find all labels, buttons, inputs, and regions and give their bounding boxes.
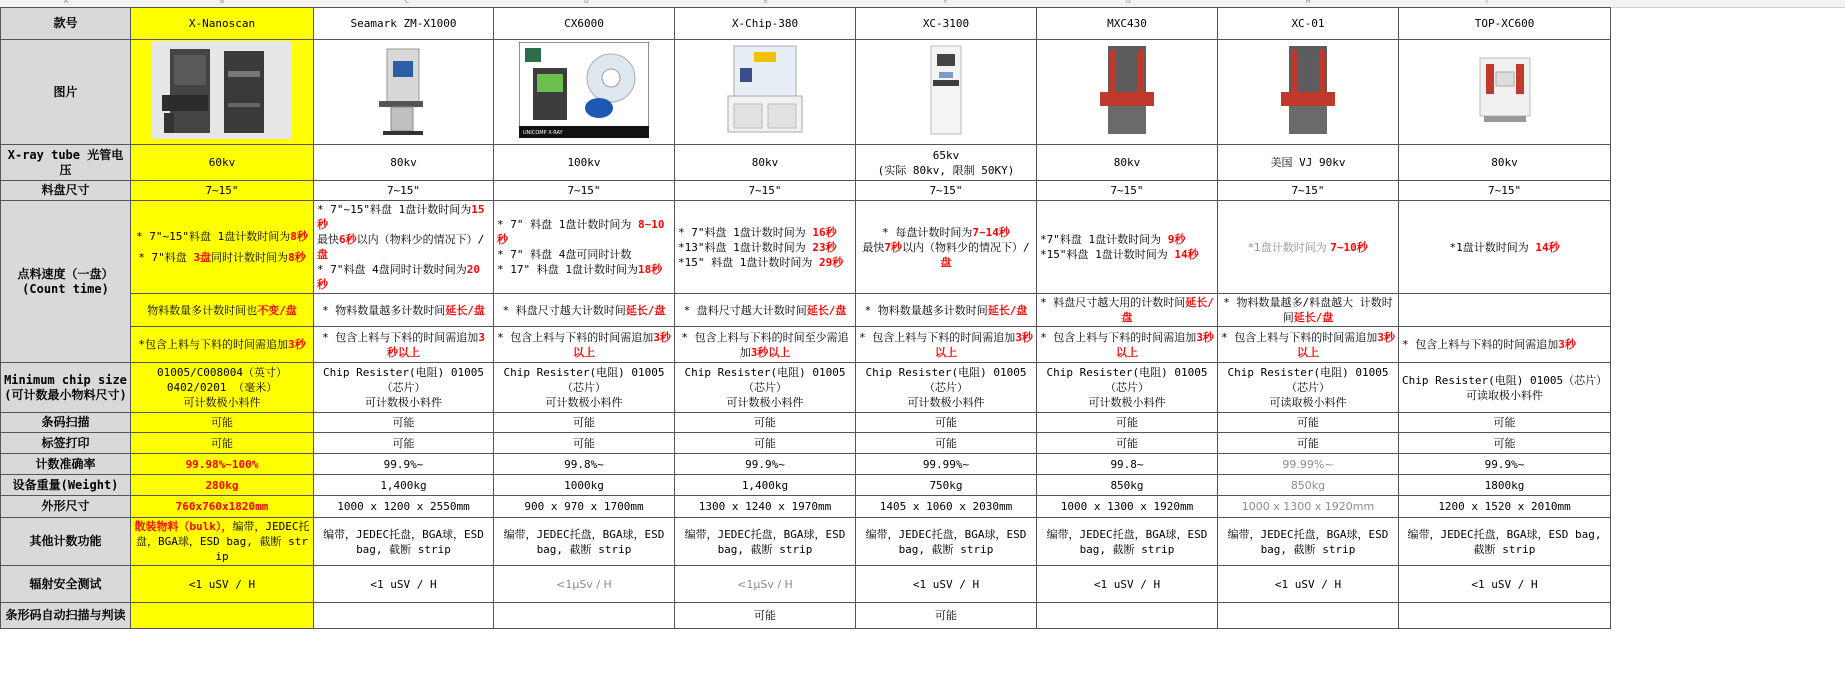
speed-note-cell[interactable] — [1399, 294, 1611, 327]
min-chip-cell[interactable]: Chip Resister(电阻) 01005（芯片） 可计数极小料件 — [1037, 363, 1218, 413]
min-chip-cell[interactable]: Chip Resister(电阻) 01005（芯片） 可计数极小料件 — [494, 363, 675, 413]
x-chip-380-photo — [720, 42, 810, 138]
accuracy-cell[interactable]: 99.9%~ — [675, 454, 856, 475]
dimension-cell[interactable]: 1000 x 1300 x 1920mm — [1218, 496, 1399, 518]
row-image — [1, 40, 1611, 145]
voltage-cell[interactable] — [856, 145, 1037, 181]
row-label-radiation[interactable]: 辐射安全测试 — [1, 566, 131, 603]
speed-note-cell[interactable]: * 物料数量越多/料盘越大 计数时间延长/盘 — [1218, 294, 1399, 327]
dimension-cell[interactable]: 1200 x 1520 x 2010mm — [1399, 496, 1611, 518]
weight-cell[interactable]: 750kg — [856, 475, 1037, 496]
accuracy-cell[interactable]: 99.9%~ — [1399, 454, 1611, 475]
speed-note-cell[interactable]: * 包含上料与下料的时间需追加3秒以上 — [856, 327, 1037, 363]
barcode-cell[interactable]: 可能 — [675, 413, 856, 433]
auto-scan-cell[interactable] — [1037, 603, 1218, 629]
other-cell[interactable]: 编带，JEDEC托盘，BGA球，ESD bag, 截断 strip — [1037, 518, 1218, 566]
voltage-note: (实际 80kv, 限制 50KY) — [877, 163, 1015, 177]
model-cell[interactable]: CX6000 — [494, 8, 675, 40]
voltage-value: 65kv — [932, 148, 960, 162]
accuracy-cell[interactable]: 99.98%~100% — [131, 454, 314, 475]
row-dimension — [1, 496, 1611, 518]
speed-note-cell[interactable]: * 包含上料与下料的时间需追加3秒 — [1399, 327, 1611, 363]
row-speed-2 — [1, 294, 1611, 327]
weight-cell[interactable]: 1000kg — [494, 475, 675, 496]
auto-scan-cell[interactable] — [314, 603, 494, 629]
speed-cell[interactable]: * 7"~15"料盘 1盘计数时间为15秒 最快6秒以内（物料少的情况下）/盘 * 7"料盘 4盘同时计数时间为20秒 — [314, 201, 494, 294]
column-letter[interactable]: B — [220, 0, 225, 5]
radiation-cell[interactable]: <1 uSV / H — [1399, 566, 1611, 603]
auto-scan-cell[interactable] — [1218, 603, 1399, 629]
voltage-cell[interactable]: 美国 VJ 90kv — [1218, 145, 1399, 181]
accuracy-cell[interactable]: 99.9%~ — [314, 454, 494, 475]
row-accuracy — [1, 454, 1611, 475]
row-barcode — [1, 413, 1611, 433]
radiation-cell[interactable]: <1 uSV / H — [1037, 566, 1218, 603]
dimension-cell[interactable]: 1000 x 1200 x 2550mm — [314, 496, 494, 518]
model-cell[interactable]: X-Chip-380 — [675, 8, 856, 40]
label-print-cell[interactable]: 可能 — [131, 433, 314, 454]
speed-note-cell[interactable]: 物料数量多计数时间也不变/盘 — [131, 294, 314, 327]
dimension-cell[interactable]: 1000 x 1300 x 1920mm — [1037, 496, 1218, 518]
other-cell[interactable]: 编带，JEDEC托盘，BGA球，ESD bag, 截断 strip — [314, 518, 494, 566]
reel-size-cell[interactable]: 7~15" — [1037, 181, 1218, 201]
voltage-cell[interactable]: 100kv — [494, 145, 675, 181]
speed-note-cell[interactable]: * 盘料尺寸越大计数时间延长/盘 — [675, 294, 856, 327]
dimension-cell[interactable]: 760x760x1820mm — [131, 496, 314, 518]
reel-size-cell[interactable]: 7~15" — [1218, 181, 1399, 201]
cx6000-logo-text: UNICOMP X-RAY — [523, 130, 563, 136]
speed-note-cell[interactable]: * 包含上料与下料的时间需追加3秒以上 — [314, 327, 494, 363]
row-label-min-chip[interactable] — [1, 363, 131, 413]
row-min-chip — [1, 363, 1611, 413]
model-cell[interactable]: Seamark ZM-X1000 — [314, 8, 494, 40]
barcode-cell[interactable]: 可能 — [1037, 413, 1218, 433]
row-reel-size — [1, 181, 1611, 201]
label-print-cell[interactable]: 可能 — [314, 433, 494, 454]
radiation-cell[interactable]: <1 uSV / H — [314, 566, 494, 603]
row-label-image[interactable]: 图片 — [1, 40, 131, 145]
model-cell[interactable]: XC-01 — [1218, 8, 1399, 40]
dimension-cell[interactable]: 1405 x 1060 x 2030mm — [856, 496, 1037, 518]
speed-note-cell[interactable]: * 物料数量越多计数时间延长/盘 — [314, 294, 494, 327]
image-cell[interactable] — [1218, 40, 1399, 145]
label-print-cell[interactable]: 可能 — [1399, 433, 1611, 454]
speed-note-cell[interactable]: * 包含上料与下料的时间需追加3秒以上 — [494, 327, 675, 363]
column-letter[interactable]: A — [64, 0, 69, 5]
comparison-table — [0, 7, 1611, 629]
min-chip-cell[interactable]: Chip Resister(电阻) 01005（芯片） 可计数极小料件 — [314, 363, 494, 413]
min-chip-label: Minimum chip size — [4, 372, 127, 387]
label-print-cell[interactable]: 可能 — [675, 433, 856, 454]
radiation-cell[interactable]: <1μSv / H — [494, 566, 675, 603]
row-label-auto-scan[interactable]: 条形码自动扫描与判读 — [1, 603, 131, 629]
image-cell[interactable] — [675, 40, 856, 145]
row-other-functions — [1, 518, 1611, 566]
barcode-cell[interactable]: 可能 — [1399, 413, 1611, 433]
auto-scan-cell[interactable]: 可能 — [856, 603, 1037, 629]
barcode-cell[interactable]: 可能 — [856, 413, 1037, 433]
auto-scan-cell[interactable] — [131, 603, 314, 629]
weight-cell[interactable]: 1,400kg — [314, 475, 494, 496]
radiation-cell[interactable]: <1 uSV / H — [131, 566, 314, 603]
row-speed-3 — [1, 327, 1611, 363]
speed-cell[interactable]: *1盘计数时间为 14秒 — [1399, 201, 1611, 294]
reel-size-cell[interactable]: 7~15" — [131, 181, 314, 201]
min-chip-cell[interactable]: Chip Resister(电阻) 01005（芯片） 可读取极小料件 — [1399, 363, 1611, 413]
accuracy-cell[interactable]: 99.99%~ — [1218, 454, 1399, 475]
image-cell[interactable] — [1399, 40, 1611, 145]
barcode-cell[interactable]: 可能 — [1218, 413, 1399, 433]
speed-cell[interactable]: *1盘计数时间为 7~10秒 — [1218, 201, 1399, 294]
reel-size-cell[interactable]: 7~15" — [314, 181, 494, 201]
xc-3100-photo — [921, 42, 971, 138]
label-print-cell[interactable]: 可能 — [1037, 433, 1218, 454]
speed-label-en: (Count time) — [22, 281, 109, 296]
model-cell[interactable]: X-Nanoscan — [131, 8, 314, 40]
cx6000-photo — [519, 42, 649, 138]
other-cell[interactable]: 编带，JEDEC托盘，BGA球，ESD bag, 截断 strip — [675, 518, 856, 566]
voltage-cell[interactable]: 60kv — [131, 145, 314, 181]
row-auto-scan — [1, 603, 1611, 629]
speed-cell[interactable]: * 7"~15"料盘 1盘计数时间为8秒 * 7"料盘 3盘同时计数时间为8秒 — [131, 201, 314, 294]
speed-cell[interactable]: * 7"料盘 1盘计数时间为 16秒 *13"料盘 1盘计数时间为 23秒 *15" 料盘 1盘计数时间为 29秒 — [675, 201, 856, 294]
model-cell[interactable]: TOP-XC600 — [1399, 8, 1611, 40]
other-cell[interactable]: 编带，JEDEC托盘，BGA球，ESD bag, 截断 strip — [494, 518, 675, 566]
column-letter[interactable]: I — [1486, 0, 1488, 5]
mxc430-photo — [1092, 42, 1162, 138]
row-label-reel-size[interactable]: 料盘尺寸 — [1, 181, 131, 201]
row-label-dimension[interactable]: 外形尺寸 — [1, 496, 131, 518]
row-label-barcode[interactable]: 条码扫描 — [1, 413, 131, 433]
row-voltage — [1, 145, 1611, 181]
barcode-cell[interactable]: 可能 — [131, 413, 314, 433]
reel-size-cell[interactable]: 7~15" — [1399, 181, 1611, 201]
row-label-print — [1, 433, 1611, 454]
image-cell[interactable] — [131, 40, 314, 145]
accuracy-cell[interactable]: 99.99%~ — [856, 454, 1037, 475]
barcode-cell[interactable]: 可能 — [314, 413, 494, 433]
row-label-accuracy[interactable]: 计数准确率 — [1, 454, 131, 475]
min-chip-cell[interactable]: Chip Resister(电阻) 01005（芯片） 可计数极小料件 — [856, 363, 1037, 413]
image-cell[interactable] — [856, 40, 1037, 145]
row-label-weight[interactable]: 设备重量(Weight) — [1, 475, 131, 496]
speed-cell[interactable]: * 7" 料盘 1盘计数时间为 8~10秒 * 7" 料盘 4盘可同时计数 * 17" 料盘 1盘计数时间为18秒 — [494, 201, 675, 294]
other-cell[interactable]: 散装物料（bulk），编带，JEDEC托盘，BGA球，ESD bag, 截断 strip — [131, 518, 314, 566]
row-radiation — [1, 566, 1611, 603]
auto-scan-cell[interactable] — [1399, 603, 1611, 629]
reel-size-cell[interactable]: 7~15" — [675, 181, 856, 201]
label-print-cell[interactable]: 可能 — [856, 433, 1037, 454]
accuracy-cell[interactable]: 99.8~ — [1037, 454, 1218, 475]
other-cell[interactable]: 编带，JEDEC托盘，BGA球，ESD bag, 截断 strip — [1218, 518, 1399, 566]
speed-note-cell[interactable]: * 包含上料与下料的时间需追加3秒以上 — [1037, 327, 1218, 363]
reel-size-cell[interactable]: 7~15" — [494, 181, 675, 201]
voltage-cell[interactable]: 80kv — [314, 145, 494, 181]
speed-note-cell[interactable]: * 物料数量越多计数时间延长/盘 — [856, 294, 1037, 327]
speed-label: 点料速度（一盘） — [17, 266, 114, 281]
weight-cell[interactable]: 850kg — [1218, 475, 1399, 496]
speed-note-cell[interactable]: * 包含上料与下料的时间需追加3秒以上 — [1218, 327, 1399, 363]
weight-cell[interactable]: 280kg — [131, 475, 314, 496]
voltage-cell[interactable]: 80kv — [1399, 145, 1611, 181]
weight-cell[interactable]: 1,400kg — [675, 475, 856, 496]
column-letter[interactable]: F — [944, 0, 948, 5]
radiation-cell[interactable]: <1μSv / H — [675, 566, 856, 603]
column-letter[interactable]: C — [405, 0, 410, 5]
other-cell[interactable]: 编带，JEDEC托盘，BGA球，ESD bag, 截断 strip — [1399, 518, 1611, 566]
label-print-cell[interactable]: 可能 — [494, 433, 675, 454]
dimension-cell[interactable]: 1300 x 1240 x 1970mm — [675, 496, 856, 518]
speed-note-cell[interactable]: * 料盘尺寸越大用的计数时间延长/盘 — [1037, 294, 1218, 327]
min-chip-cell[interactable]: Chip Resister(电阻) 01005（芯片） 可读取极小料件 — [1218, 363, 1399, 413]
row-model — [1, 8, 1611, 40]
voltage-cell[interactable]: 80kv — [1037, 145, 1218, 181]
column-letter[interactable]: G — [1126, 0, 1131, 5]
row-speed-1 — [1, 201, 1611, 294]
min-chip-cell[interactable]: Chip Resister(电阻) 01005（芯片） 可计数极小料件 — [675, 363, 856, 413]
radiation-cell[interactable]: <1 uSV / H — [1218, 566, 1399, 603]
min-chip-label-cn: (可计数最小物料尺寸) — [4, 387, 127, 402]
speed-cell[interactable]: * 每盘计数时间为7~14秒 最快7秒以内（物料少的情况下）/盘 — [856, 201, 1037, 294]
model-cell[interactable]: MXC430 — [1037, 8, 1218, 40]
radiation-cell[interactable]: <1 uSV / H — [856, 566, 1037, 603]
row-label-voltage[interactable]: X-ray tube 光管电压 — [1, 145, 131, 181]
row-label-speed[interactable] — [1, 201, 131, 363]
dimension-cell[interactable]: 900 x 970 x 1700mm — [494, 496, 675, 518]
label-print-cell[interactable]: 可能 — [1218, 433, 1399, 454]
voltage-cell[interactable]: 80kv — [675, 145, 856, 181]
model-cell[interactable]: XC-3100 — [856, 8, 1037, 40]
row-label-other[interactable]: 其他计数功能 — [1, 518, 131, 566]
top-xc600-photo — [1470, 42, 1540, 138]
speed-cell[interactable]: *7"料盘 1盘计数时间为 9秒 *15"料盘 1盘计数时间为 14秒 — [1037, 201, 1218, 294]
weight-cell[interactable]: 1800kg — [1399, 475, 1611, 496]
column-letter[interactable]: H — [1306, 0, 1311, 5]
row-label-label-print[interactable]: 标签打印 — [1, 433, 131, 454]
weight-cell[interactable]: 850kg — [1037, 475, 1218, 496]
speed-note-cell[interactable]: * 包含上料与下料的时间至少需追加3秒以上 — [675, 327, 856, 363]
zm-x1000-photo — [369, 43, 439, 137]
other-cell[interactable]: 编带，JEDEC托盘，BGA球，ESD bag, 截断 strip — [856, 518, 1037, 566]
image-cell[interactable] — [494, 40, 675, 145]
row-label-model[interactable]: 款号 — [1, 8, 131, 40]
min-chip-cell[interactable]: 01005/C008004（英寸） 0402/0201 （毫米） 可计数极小料件 — [131, 363, 314, 413]
image-cell[interactable] — [1037, 40, 1218, 145]
speed-note-cell[interactable]: * 料盘尺寸越大计数时间延长/盘 — [494, 294, 675, 327]
auto-scan-cell[interactable]: 可能 — [675, 603, 856, 629]
column-letter[interactable]: D — [584, 0, 589, 5]
reel-size-cell[interactable]: 7~15" — [856, 181, 1037, 201]
barcode-cell[interactable]: 可能 — [494, 413, 675, 433]
speed-note-cell[interactable]: *包含上料与下料的时间需追加3秒 — [131, 327, 314, 363]
row-weight — [1, 475, 1611, 496]
xc-01-photo — [1273, 42, 1343, 138]
auto-scan-cell[interactable] — [494, 603, 675, 629]
image-cell[interactable] — [314, 40, 494, 145]
accuracy-cell[interactable]: 99.8%~ — [494, 454, 675, 475]
column-letter[interactable]: E — [764, 0, 768, 5]
x-nanoscan-photo — [152, 41, 292, 139]
